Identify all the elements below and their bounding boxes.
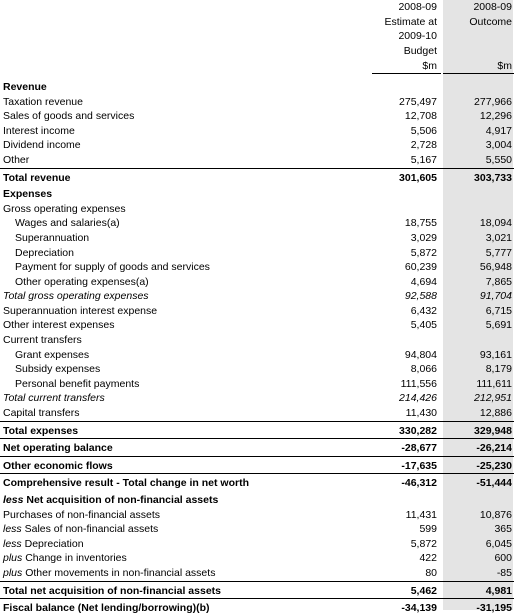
estimate-header-line: Budget (403, 44, 437, 57)
row-label (0, 260, 372, 275)
row-dividend-income (0, 138, 514, 153)
outcome-value: -31,195 (443, 599, 514, 616)
row-comprehensive-result-total-change-in-net-worth (0, 474, 514, 491)
row-sales-of-non-financial-assets (0, 522, 514, 537)
row-other (0, 153, 514, 168)
row-label (0, 391, 372, 406)
row-label (0, 333, 372, 348)
row-taxation-revenue (0, 95, 514, 110)
row-label (0, 202, 372, 217)
estimate-value: 330,282 (372, 421, 441, 439)
row-label (0, 124, 372, 139)
outcome-value: -85 (496, 566, 512, 579)
outcome-value: 4,917 (485, 124, 512, 137)
row-label (0, 168, 372, 185)
row-prefix: less (3, 523, 22, 536)
row-current-transfers (0, 333, 514, 348)
outcome-value: 8,179 (485, 363, 512, 376)
row-label-text: Change in inventories (25, 552, 127, 565)
row-label (0, 421, 372, 439)
outcome-value: 91,704 (479, 290, 512, 303)
estimate-value: 301,605 (372, 168, 441, 185)
row-label-text: Total net acquisition of non-financial assets (3, 584, 221, 597)
row-total-current-transfers (0, 391, 514, 406)
row-interest-income (0, 124, 514, 139)
row-label (0, 491, 372, 508)
estimate-value: -17,635 (372, 456, 441, 474)
outcome-header-line: Outcome (469, 15, 512, 28)
outcome-value (443, 185, 514, 202)
outcome-value: 18,094 (479, 217, 512, 230)
outcome-value: 6,045 (485, 537, 512, 550)
row-payment-for-supply-of-goods-and-services (0, 260, 514, 275)
estimate-value: -46,312 (372, 474, 441, 491)
row-label-text: Capital transfers (3, 407, 80, 420)
row-label-text: Interest income (3, 124, 75, 137)
row-expenses (0, 185, 514, 202)
row-label-text: Other interest expenses (3, 319, 115, 332)
estimate-value (372, 491, 441, 508)
row-label (0, 377, 372, 392)
row-other-movements-in-non-financial-assets (0, 566, 514, 581)
row-prefix: less (3, 494, 24, 506)
outcome-header-line (443, 29, 514, 44)
estimate-value: -28,677 (372, 439, 441, 457)
estimate-value: 275,497 (399, 95, 437, 108)
row-label-text: Total current transfers (3, 392, 105, 405)
row-label-text: Superannuation (15, 231, 90, 244)
outcome-value: 303,733 (443, 168, 514, 185)
row-label-text: Fiscal balance (Net lending/borrowing)(b) (3, 602, 210, 615)
row-label-text: Payment for supply of goods and services (15, 261, 210, 274)
row-label-text: Comprehensive result - Total change in net worth (3, 477, 250, 490)
row-label (0, 304, 372, 319)
row-label (0, 216, 372, 231)
estimate-value: 18,755 (404, 217, 437, 230)
outcome-value: 329,948 (443, 421, 514, 439)
row-label (0, 456, 372, 474)
row-label (0, 406, 372, 421)
row-label (0, 474, 372, 491)
estimate-value: -34,139 (372, 599, 441, 616)
outcome-value (443, 202, 514, 217)
outcome-value (443, 491, 514, 508)
row-label-text: Total expenses (3, 424, 79, 437)
outcome-value: 93,161 (479, 348, 512, 361)
row-label-text: Depreciation (15, 246, 74, 259)
estimate-value: 2,728 (410, 139, 437, 152)
row-label-text: Other economic flows (3, 459, 113, 472)
outcome-value: 3,004 (485, 139, 512, 152)
outcome-value: 600 (494, 552, 512, 565)
row-total-expenses (0, 421, 514, 439)
row-label (0, 537, 372, 552)
outcome-value: 7,865 (485, 275, 512, 288)
row-label (0, 289, 372, 304)
row-grant-expenses (0, 348, 514, 363)
row-other-interest-expenses (0, 318, 514, 333)
row-prefix: less (3, 537, 22, 550)
estimate-value: 5,167 (410, 153, 437, 166)
row-depreciation (0, 246, 514, 261)
row-capital-transfers (0, 406, 514, 421)
row-label (0, 318, 372, 333)
estimate-value: 5,405 (410, 319, 437, 332)
statement-rows (0, 78, 514, 616)
row-total-gross-operating-expenses (0, 289, 514, 304)
outcome-value: 10,876 (479, 508, 512, 521)
row-label (0, 246, 372, 261)
row-superannuation (0, 231, 514, 246)
row-fiscal-balance-net-lending-borrowing-b (0, 599, 514, 616)
outcome-value (443, 333, 514, 348)
row-label (0, 508, 372, 523)
row-label (0, 581, 372, 599)
row-superannuation-interest-expense (0, 304, 514, 319)
row-label (0, 275, 372, 290)
row-total-net-acquisition-of-non-financial-assets (0, 581, 514, 599)
row-other-operating-expenses-a (0, 275, 514, 290)
estimate-value: 3,029 (410, 231, 437, 244)
estimate-value: 5,872 (410, 537, 437, 550)
row-label-text: Net operating balance (3, 442, 113, 455)
row-revenue (0, 78, 514, 95)
row-label (0, 362, 372, 377)
row-label-text: Revenue (3, 80, 47, 93)
row-label-text: Sales of goods and services (3, 110, 135, 123)
outcome-value: 12,886 (479, 407, 512, 420)
estimate-value: 4,694 (410, 275, 437, 288)
row-wages-and-salaries-a (0, 216, 514, 231)
column-headers (0, 0, 514, 78)
estimate-header-line: 2008-09 (398, 1, 437, 14)
estimate-value: 92,588 (404, 290, 437, 303)
estimate-value: 60,239 (404, 261, 437, 274)
row-label (0, 522, 372, 537)
outcome-value (443, 78, 514, 95)
estimate-value: 80 (425, 566, 437, 579)
row-prefix: plus (3, 566, 23, 579)
row-label-text: Dividend income (3, 139, 81, 152)
row-label-text: Net acquisition of non-financial assets (26, 494, 219, 506)
row-label (0, 348, 372, 363)
outcome-value: 3,021 (485, 231, 512, 244)
outcome-value: 111,611 (476, 377, 512, 390)
estimate-value: 5,506 (410, 124, 437, 137)
estimate-value (372, 185, 441, 202)
outcome-value: 212,951 (474, 392, 512, 405)
estimate-header-line: Estimate at (384, 15, 437, 28)
row-label-text: Depreciation (24, 537, 84, 550)
row-prefix: plus (3, 552, 23, 565)
row-label-text: Other movements in non-financial assets (25, 566, 216, 579)
estimate-value (372, 333, 441, 348)
estimate-value: 94,804 (404, 348, 437, 361)
row-other-economic-flows (0, 456, 514, 474)
row-change-in-inventories (0, 551, 514, 566)
row-label-text: Current transfers (3, 334, 82, 347)
row-label-text: Gross operating expenses (3, 202, 126, 215)
outcome-value: 5,550 (485, 153, 512, 166)
row-label-text: Sales of non-financial assets (24, 523, 159, 536)
row-label-text: Total gross operating expenses (3, 290, 149, 303)
row-label-text: Purchases of non-financial assets (3, 508, 161, 521)
row-personal-benefit-payments (0, 377, 514, 392)
estimate-value: 214,426 (399, 392, 437, 405)
row-label-text: Wages and salaries(a) (15, 217, 120, 230)
row-label (0, 439, 372, 457)
row-label (0, 138, 372, 153)
row-label (0, 153, 372, 168)
estimate-header-line: 2009-10 (398, 30, 437, 43)
outcome-value: 12,296 (479, 110, 512, 123)
row-label-text: Expenses (3, 188, 53, 201)
estimate-value: 599 (419, 523, 437, 536)
estimate-value (372, 202, 441, 217)
row-label-text: Other operating expenses(a) (15, 275, 149, 288)
estimate-value: 111,556 (400, 377, 437, 390)
row-net-acquisition-of-non-financial-assets (0, 491, 514, 508)
row-label (0, 95, 372, 110)
row-label-text: Total revenue (3, 171, 71, 184)
outcome-value: 365 (494, 523, 512, 536)
row-label-text: Superannuation interest expense (3, 304, 158, 317)
row-purchases-of-non-financial-assets (0, 508, 514, 523)
estimate-value: 5,462 (372, 581, 441, 599)
row-label (0, 109, 372, 124)
row-subsidy-expenses (0, 362, 514, 377)
outcome-value: 5,777 (485, 246, 512, 259)
row-label (0, 231, 372, 246)
row-net-operating-balance (0, 439, 514, 457)
outcome-unit: $m (443, 58, 514, 73)
outcome-value: 6,715 (485, 304, 512, 317)
outcome-header-line (443, 44, 514, 59)
row-label-text: Other (3, 153, 30, 166)
row-sales-of-goods-and-services (0, 109, 514, 124)
outcome-value: 277,966 (474, 95, 512, 108)
estimate-value: 8,066 (410, 363, 437, 376)
row-label-text: Taxation revenue (3, 95, 83, 108)
row-label-text: Subsidy expenses (15, 363, 101, 376)
estimate-value: 12,708 (404, 110, 437, 123)
row-label-text: Personal benefit payments (15, 377, 140, 390)
estimate-value: 422 (419, 552, 437, 565)
row-label-text: Grant expenses (15, 348, 90, 361)
estimate-value: 5,872 (410, 246, 437, 259)
row-label (0, 551, 372, 566)
estimate-value (372, 78, 441, 95)
outcome-value: -51,444 (443, 474, 514, 491)
row-label (0, 78, 372, 95)
row-label (0, 566, 372, 581)
outcome-header-line: 2008-09 (473, 1, 512, 14)
outcome-value: 56,948 (479, 261, 512, 274)
outcome-value: 4,981 (443, 581, 514, 599)
outcome-value: -25,230 (443, 456, 514, 474)
estimate-value: 11,431 (405, 508, 437, 521)
estimate-unit: $m (372, 58, 441, 73)
estimate-value: 6,432 (410, 304, 437, 317)
row-total-revenue (0, 168, 514, 185)
row-label (0, 599, 372, 616)
estimate-value: 11,430 (405, 407, 437, 420)
row-label (0, 185, 372, 202)
row-gross-operating-expenses (0, 202, 514, 217)
row-depreciation (0, 537, 514, 552)
outcome-value: 5,691 (485, 319, 512, 332)
outcome-value: -26,214 (443, 439, 514, 457)
